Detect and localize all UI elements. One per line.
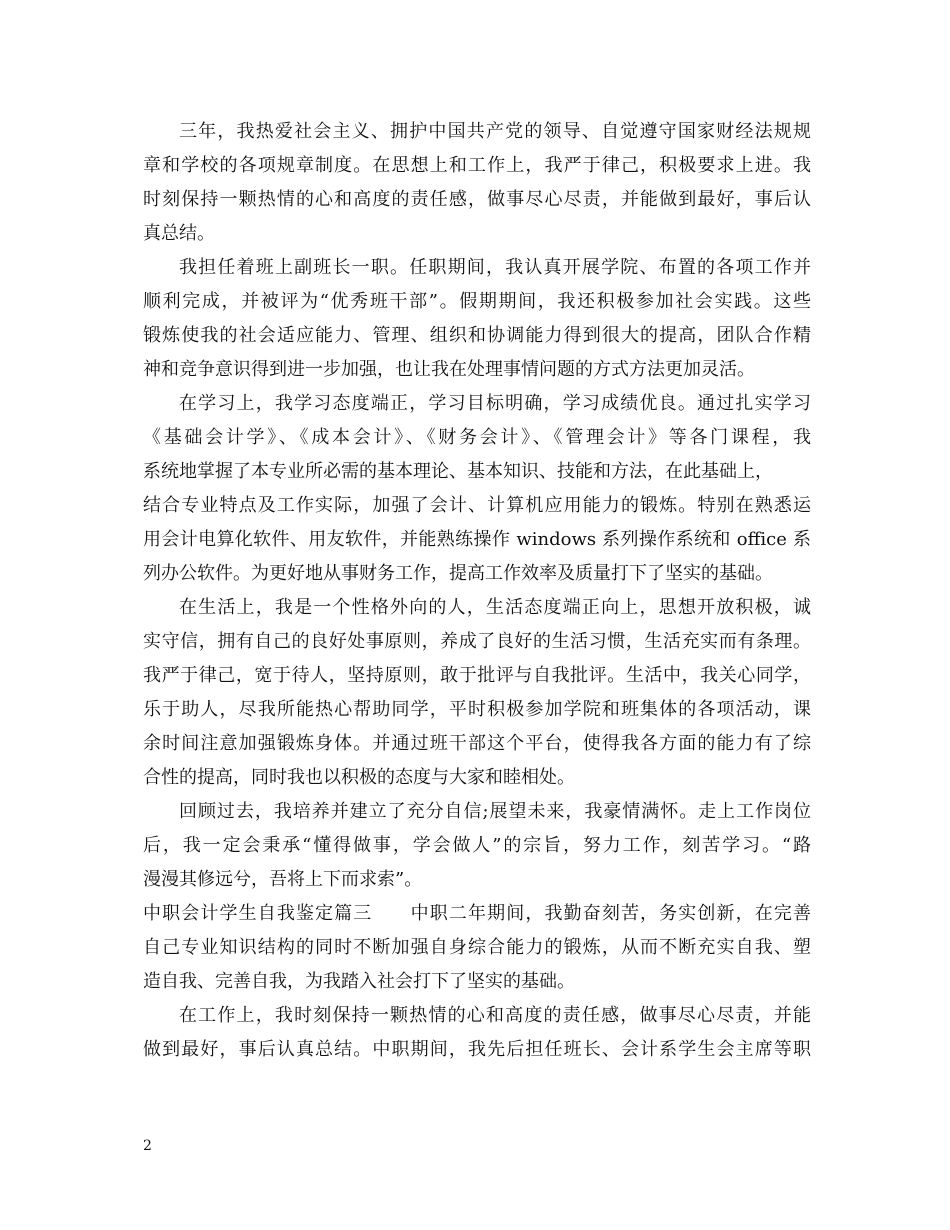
text-line: 神和竞争意识得到进一步加强，也让我在处理事情问题的方式方法更加灵活。	[143, 359, 755, 380]
text-line: 造自我、完善自我，为我踏入社会打下了坚实的基础。	[143, 971, 575, 992]
text-line: 在工作上，我时刻保持一颗热情的心和高度的责任感，做事尽心尽责，并能	[179, 1005, 811, 1026]
text-line: 在生活上，我是一个性格外向的人，生活态度端正向上，思想开放积极，诚	[179, 597, 811, 618]
text-line: 《基础会计学》、《成本会计》、《财务会计》、《管理会计》等各门课程，我	[143, 427, 811, 448]
text-line: 做到最好，事后认真总结。中职期间，我先后担任班长、会计系学生会主席等职	[143, 1039, 811, 1060]
text-line: 自己专业知识结构的同时不断加强自身综合能力的锻炼，从而不断充实自我、塑	[143, 937, 811, 958]
text-line: 三年，我热爱社会主义、拥护中国共产党的领导、自觉遵守国家财经法规规	[179, 121, 811, 142]
text-line: 顺利完成，并被评为“优秀班干部”。假期期间，我还积极参加社会实践。这些	[143, 291, 811, 312]
text-line: 用会计电算化软件、用友软件，并能熟练操作 windows 系列操作系统和 office 系	[143, 529, 811, 550]
text-line: 我严于律己，宽于待人，坚持原则，敢于批评与自我批评。生活中，我关心同学，	[143, 665, 811, 686]
text-line: 回顾过去，我培养并建立了充分自信;展望未来，我豪情满怀。走上工作岗位	[179, 801, 811, 822]
text-line: 余时间注意加强锻炼身体。并通过班干部这个平台，使得我各方面的能力有了综	[143, 733, 811, 754]
text-line: 列办公软件。为更好地从事财务工作，提高工作效率及质量打下了坚实的基础。	[143, 563, 773, 584]
text-line: 章和学校的各项规章制度。在思想上和工作上，我严于律己，积极要求上进。我	[143, 155, 811, 176]
text-line: 实守信，拥有自己的良好处事原则，养成了良好的生活习惯，生活充实而有条理。	[143, 631, 811, 652]
text-line: 后，我一定会秉承“懂得做事，学会做人”的宗旨，努力工作，刻苦学习。“路	[143, 835, 811, 856]
text-line: 在学习上，我学习态度端正，学习目标明确，学习成绩优良。通过扎实学习	[179, 393, 811, 414]
text-line: 时刻保持一颗热情的心和高度的责任感，做事尽心尽责，并能做到最好，事后认	[143, 189, 811, 210]
text-line: 我担任着班上副班长一职。任职期间，我认真开展学院、布置的各项工作并	[179, 257, 811, 278]
text-line: 真总结。	[143, 223, 215, 244]
document-body	[143, 115, 811, 1067]
text-line: 锻炼使我的社会适应能力、管理、组织和协调能力得到很大的提高，团队合作精	[143, 325, 811, 346]
text-line: 乐于助人，尽我所能热心帮助同学，平时积极参加学院和班集体的各项活动，课	[143, 699, 811, 720]
text-line: 漫漫其修远兮，吾将上下而求索”。	[143, 869, 423, 890]
text-line: 系统地掌握了本专业所必需的基本理论、基本知识、技能和方法，在此基础上，	[143, 461, 773, 482]
section-heading-line: 中职会计学生自我鉴定篇三 中职二年期间，我勤奋刻苦，务实创新，在完善	[143, 903, 811, 924]
text-line: 合性的提高，同时我也以积极的态度与大家和睦相处。	[143, 767, 575, 788]
text-line: 结合专业特点及工作实际，加强了会计、计算机应用能力的锻炼。特别在熟悉运	[143, 495, 811, 516]
page-number: 2	[143, 1138, 152, 1154]
